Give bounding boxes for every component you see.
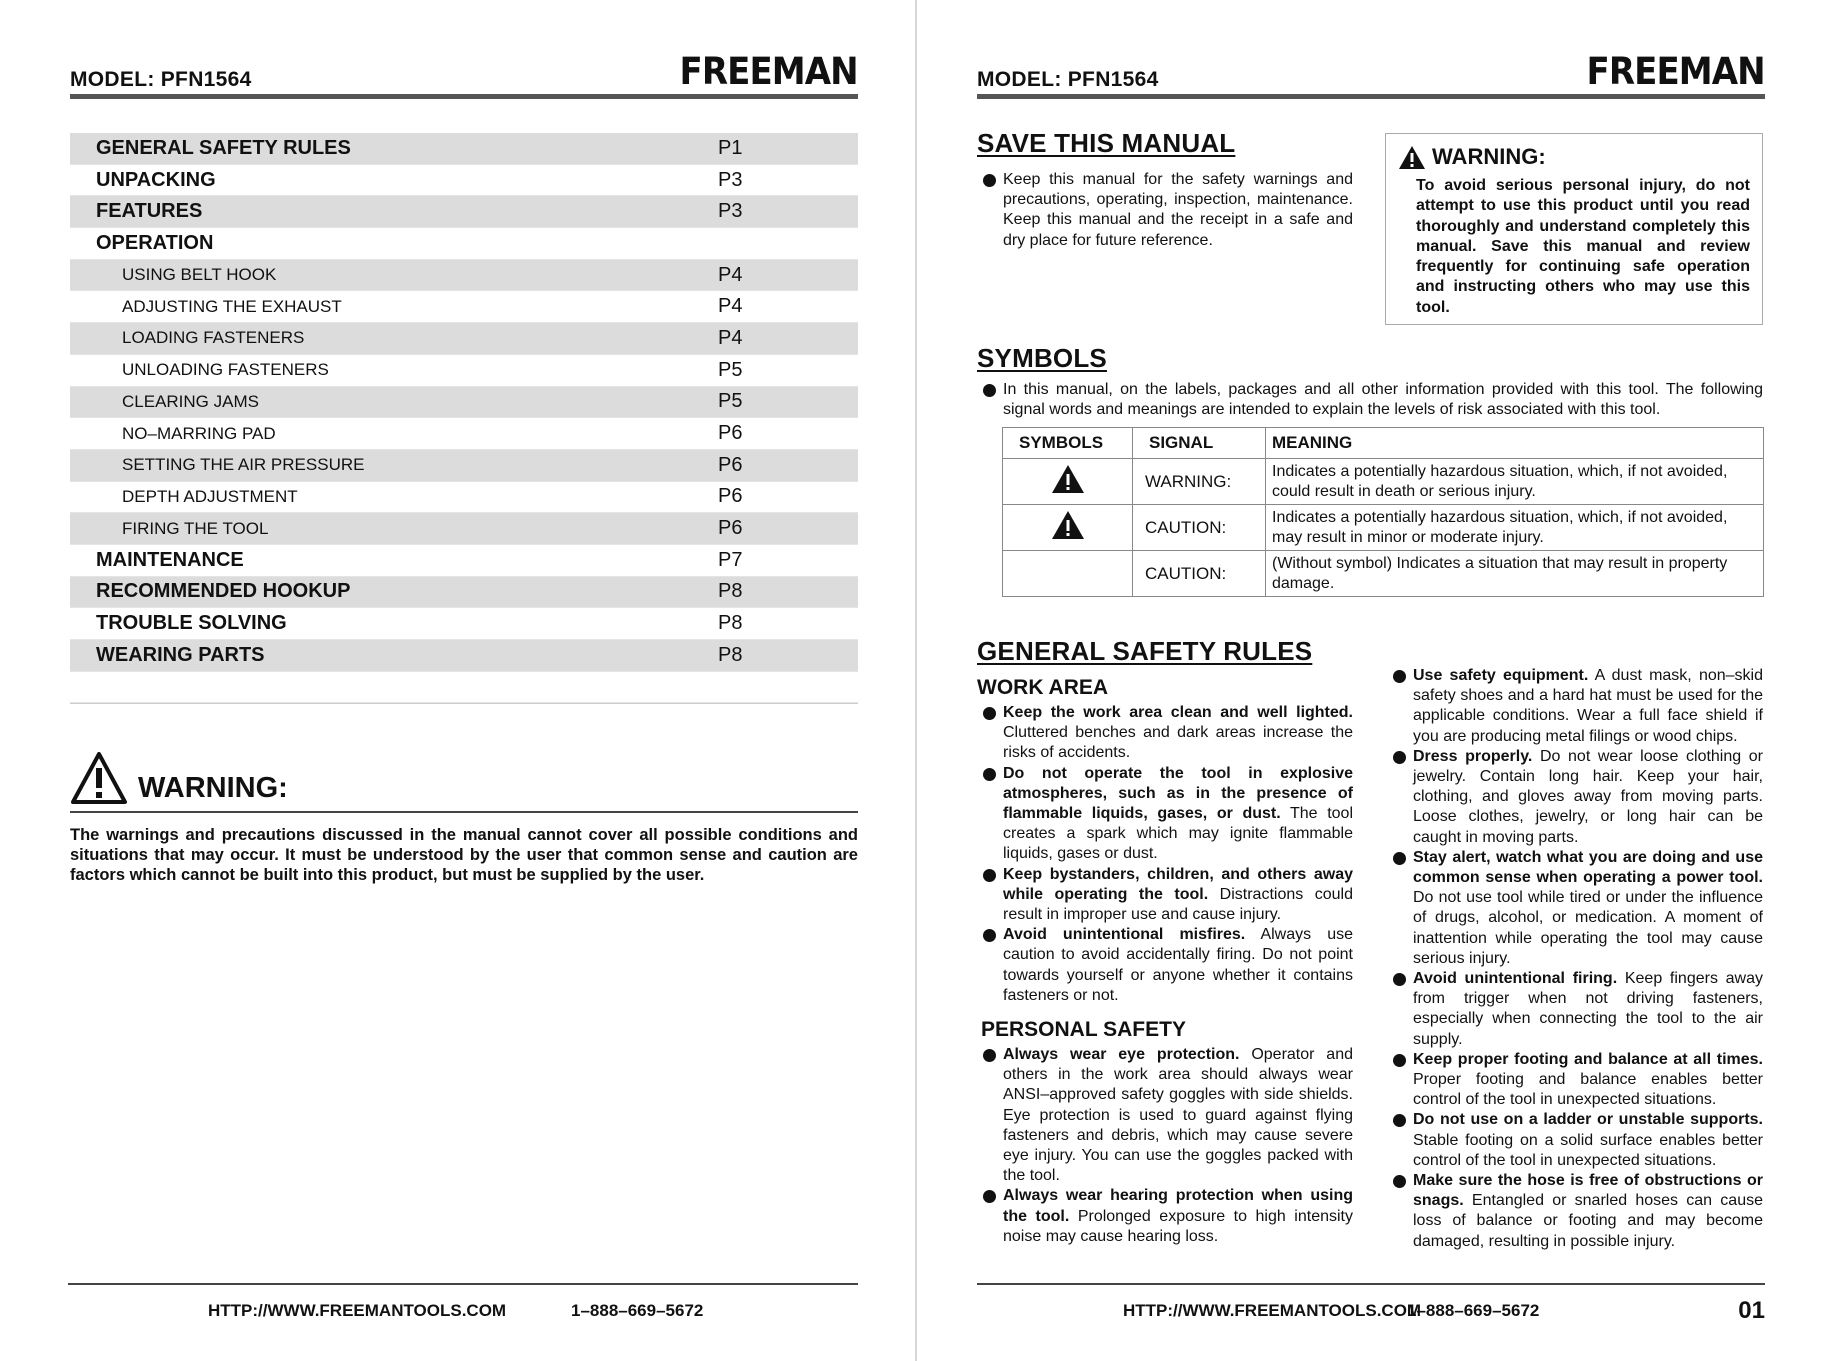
toc-page: P8 [718,643,743,666]
left-page [0,0,915,1361]
toc-page: P4 [718,326,743,349]
symbols-intro-text: In this manual, on the labels, packages and all other information provided with this tool. The following signal words and meanings are intended to explain the levels of risk associated with this tool. [1003,381,1763,418]
toc-row [70,545,858,577]
page-number: 01 [1738,1297,1765,1324]
toc-label: WEARING PARTS [96,643,265,666]
right-header [977,46,1765,102]
left-footer [68,1283,858,1323]
rule-text: Cluttered benches and dark areas increase the risks of accidents. [1003,724,1353,762]
toc-row [70,482,858,514]
left-warning-heading: WARNING: [138,772,288,804]
header-rule [977,94,1765,99]
header-rule [70,94,858,99]
rule-text: Prolonged exposure to high intensity noise may cause hearing loss. [1003,1207,1353,1245]
rule-heading: Always wear eye protection. [1003,1046,1240,1063]
warning-box-heading: WARNING: [1432,144,1546,169]
bullet-dot [1393,751,1406,764]
toc-row [70,608,858,640]
warning-box-title [1398,144,1546,170]
toc-label: OPERATION [96,231,214,254]
bullet-dot [983,1049,996,1062]
rule-text: Do not use tool while tired or under the influence of drugs, alcohol, or medication. A moment of inattention while operating the tool may cause serious injury. [1413,889,1763,967]
bullet-dot [983,174,996,187]
save-manual-title: SAVE THIS MANUAL [977,128,1236,158]
symbol-cell [1003,505,1133,551]
toc-row [70,513,858,545]
warning-triangle-icon [1051,510,1085,540]
table-of-contents [70,133,858,704]
rule-heading: Always wear hearing protection when using the tool. [1003,1187,1353,1225]
list-item [1003,764,1353,865]
footer-phone: 1–888–669–5672 [571,1301,704,1320]
rule-heading: Keep proper footing and balance at all times. [1413,1050,1763,1068]
rule-heading: Stay alert, watch what you are doing and use common sense when operating a power tool. [1413,848,1763,887]
rule-text: Distractions could result in improper use and cause injury. [1003,885,1354,924]
warning-box-text: To avoid serious personal injury, do not attempt to use this product until you read thoroughly and understand completely this manual. Save this manual and review frequently for continuing safe operation and instructing others who may use this tool. [1416,177,1750,316]
toc-page: P3 [718,168,743,191]
bullet-dot [1393,1175,1406,1188]
bullet-dot [1393,852,1406,865]
rule-text: The tool creates a spark which may ignite flammable liquids, gases or dust. [1003,805,1353,863]
rule-heading: Do not use on a ladder or unstable supports. [1413,1111,1763,1129]
toc-page: P6 [718,517,743,540]
toc-label: DEPTH ADJUSTMENT [122,486,298,506]
warning-triangle-icon [1398,145,1426,170]
meaning-cell: (Without symbol) Indicates a situation that may result in property damage. [1266,551,1764,597]
list-item [1413,747,1763,848]
toc-page: P1 [718,136,743,159]
toc-row [70,133,858,165]
work-area-title: WORK AREA [977,676,1109,699]
rule-text: Proper footing and balance enables better control of the tool in unexpected situations. [1413,1071,1763,1109]
left-warning-text: The warnings and precautions discussed in the manual cannot cover all possible conditions and situations that may occur. It must be understood by the user that common sense and caution are factors which cannot be built into this product, but must be supplied by the user. [70,826,858,884]
left-header [70,46,858,102]
warning-box [1385,133,1763,325]
toc-label: MAINTENANCE [96,548,244,571]
save-manual-text: Keep this manual for the safety warnings and precautions, operating, inspection, maintenance. Keep this manual and the receipt in a safe and dry place for future reference. [1003,171,1353,249]
meaning-cell: Indicates a potentially hazardous situation, which, if not avoided, could result in death or serious injury. [1266,459,1764,505]
toc-row [70,577,858,609]
rule-heading: Do not operate the tool in explosive atmospheres, such as in the presence of flammable liquids, gases, or dust. [1003,764,1353,823]
model-label: MODEL: PFN1564 [977,68,1159,91]
footer-url: HTTP://WWW.FREEMANTOOLS.COM [1123,1301,1422,1320]
left-warning-title [70,745,858,813]
list-item [1413,1050,1763,1111]
toc-page: P8 [718,580,743,603]
toc-row [70,196,858,228]
rule-heading: Keep the work area clean and well lighted. [1003,704,1353,721]
toc-label: USING BELT HOOK [122,265,277,285]
toc-page: P4 [718,295,743,318]
list-item [1413,1171,1763,1252]
rule-text: Keep fingers away from trigger when not driving fasteners, especially when connecting the tool to the air supply. [1413,970,1764,1048]
list-item [1003,925,1353,1006]
bullet-dot [1393,670,1406,683]
rule-heading: Use safety equipment. [1413,667,1589,684]
footer-phone: 1–888–669–5672 [1407,1301,1540,1320]
rule-text: Entangled or snarled hoses can cause loss of balance or footing and may become damaged, resulting in possible injury. [1413,1192,1763,1250]
list-item [1413,1110,1763,1171]
model-label: MODEL: PFN1564 [70,68,252,91]
footer-url: HTTP://WWW.FREEMANTOOLS.COM [208,1301,507,1320]
signal-cell: WARNING: [1133,459,1266,505]
list-item [1413,969,1763,1050]
toc-label: UNPACKING [96,168,216,191]
list-item [1413,848,1763,969]
meaning-cell: Indicates a potentially hazardous situation, which, if not avoided, may result in minor or moderate injury. [1266,505,1764,551]
rule-text: Operator and others in the work area should always wear ANSI–approved safety goggles with side shields. Eye protection is used to guard against flying fasteners and debris, which may cause severe eye injury. You can use the goggles packed with the tool. [1003,1046,1353,1185]
list-item [1003,1045,1353,1186]
toc-page: P7 [718,548,743,571]
toc-label: LOADING FASTENERS [122,328,305,348]
toc-row [70,228,858,260]
toc-row [70,640,858,672]
footer-rule [977,1283,1765,1285]
rule-text: A dust mask, non–skid safety shoes and a hard hat must be used for the applicable conditions. Wear a full face shield if you are producing metal filings or wood chips. [1413,667,1764,745]
footer-rule [68,1283,858,1285]
rule-text: Always use caution to avoid accidentally firing. Do not point towards yourself or anyone whether it contains fasteners or not. [1003,926,1353,1004]
list-item [1003,703,1353,764]
list-item [1413,666,1763,747]
rule-heading: Avoid unintentional firing. [1413,970,1618,988]
list-item [1003,865,1353,926]
safety-rules-right-list [1413,666,1763,1252]
signal-cell: CAUTION: [1133,551,1266,597]
toc-page: P8 [718,612,743,635]
col-header-meaning: MEANING [1266,428,1764,459]
toc-label: GENERAL SAFETY RULES [96,136,351,159]
toc-label: FIRING THE TOOL [122,518,269,538]
toc-page: P6 [718,453,743,476]
symbol-cell [1003,459,1133,505]
rule-text: Stable footing on a solid surface enables better control of the tool in unexpected situations. [1413,1131,1763,1169]
table-row [1003,505,1764,551]
bullet-dot [1393,973,1406,986]
general-safety-title: GENERAL SAFETY RULES [977,636,1313,666]
symbols-title: SYMBOLS [977,343,1107,373]
toc-page: P6 [718,485,743,508]
work-area-list [1003,703,1353,1006]
bullet-dot [983,768,996,781]
toc-page: P3 [718,200,743,223]
toc-label: FEATURES [96,200,203,223]
toc-label: SETTING THE AIR PRESSURE [122,455,365,475]
toc-page: P4 [718,263,743,286]
rule-heading: Dress properly. [1413,747,1533,765]
toc-label: CLEARING JAMS [122,391,259,411]
bullet-dot [1393,1054,1406,1067]
symbol-cell [1003,551,1133,597]
toc-row [70,672,858,704]
toc-row [70,291,858,323]
personal-safety-list [1003,1045,1353,1247]
col-header-symbols: SYMBOLS [1003,428,1133,459]
col-header-signal: SIGNAL [1133,428,1266,459]
toc-row [70,165,858,197]
rule-text: Do not wear loose clothing or jewelry. Contain long hair. Keep your hair, clothing, and gloves away from moving parts. Loose clothes, jewelry, or long hair can be caught in moving parts. [1413,747,1763,846]
personal-safety-title: PERSONAL SAFETY [981,1018,1186,1041]
toc-row [70,323,858,355]
toc-label: RECOMMENDED HOOKUP [96,580,351,603]
symbols-table-header [1003,428,1764,459]
bullet-dot [983,707,996,720]
toc-page: P5 [718,390,743,413]
table-row [1003,551,1764,597]
rule-heading: Avoid unintentional misfires. [1003,926,1246,944]
symbols-intro [1003,380,1763,420]
table-row [1003,459,1764,505]
toc-label: NO–MARRING PAD [122,423,276,443]
toc-row [70,355,858,387]
toc-row [70,450,858,482]
freeman-logo: FREEMAN [1586,50,1765,93]
save-manual-item [1003,170,1353,251]
warning-triangle-icon [70,751,128,805]
rule-heading: Keep bystanders, children, and others away while operating the tool. [1003,865,1353,903]
rule-heading: Make sure the hose is free of obstructions or snags. [1413,1172,1763,1210]
list-item [1003,1186,1353,1247]
bullet-dot [983,869,996,882]
warning-triangle-icon [1051,464,1085,494]
toc-label: ADJUSTING THE EXHAUST [122,296,342,316]
toc-page: P5 [718,358,743,381]
symbols-table [1002,427,1764,597]
left-warning [70,745,858,885]
toc-row [70,387,858,419]
right-footer [977,1283,1765,1323]
toc-page: P6 [718,422,743,445]
toc-row [70,260,858,292]
toc-label: UNLOADING FASTENERS [122,360,329,380]
signal-cell: CAUTION: [1133,505,1266,551]
bullet-dot [983,384,996,397]
freeman-logo: FREEMAN [679,50,858,93]
toc-label: TROUBLE SOLVING [96,612,287,635]
toc-row [70,418,858,450]
